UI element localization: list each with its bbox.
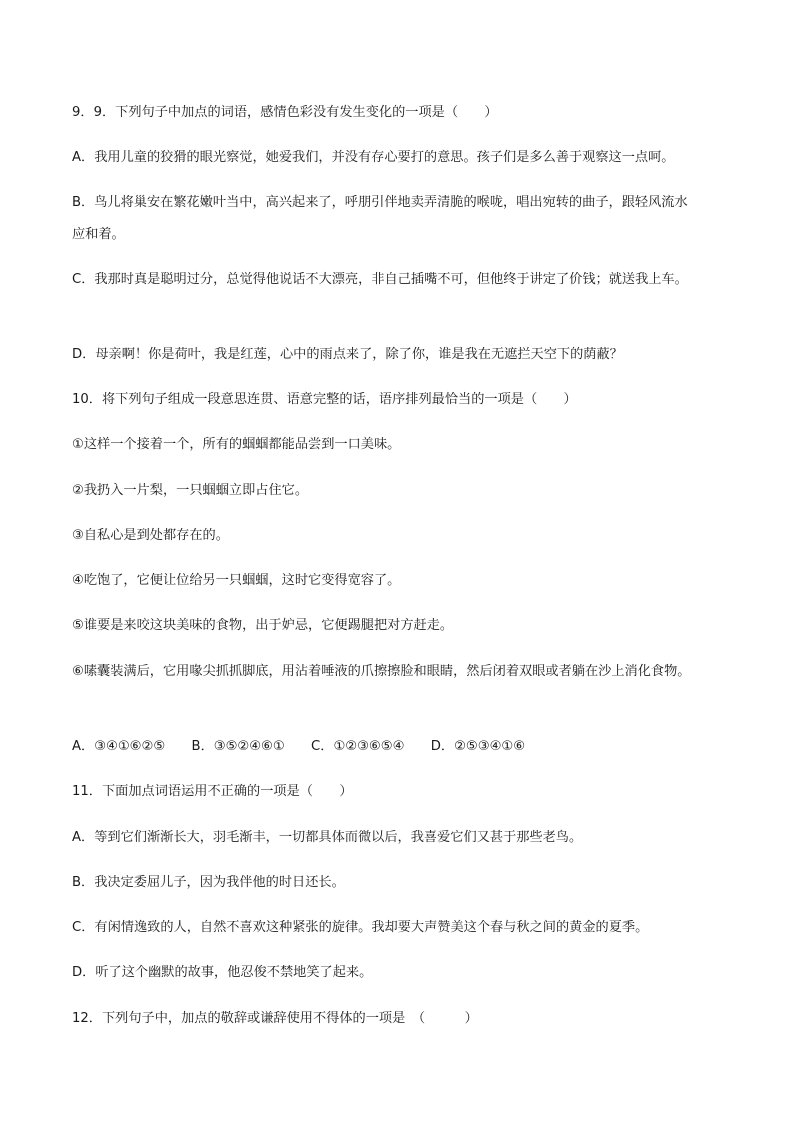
q10-sentence-2: ②我扔入一片梨，一只蝈蝈立即占住它。	[72, 483, 309, 498]
q12-stem: 12．下列句子中，加点的敬辞或谦辞使用不得体的一项是 （ ）	[72, 1011, 478, 1026]
q9-option-c: C．我那时真是聪明过分，总觉得他说话不大漂亮，非自己插嘴不可，但他终于讲定了价钱；就送我上车。	[72, 272, 688, 287]
q9-option-d: D．母亲啊！你是荷叶，我是红莲，心中的雨点来了，除了你，谁是我在无遮拦天空下的荫蔽？	[72, 347, 623, 362]
q9-stem: 9．9．下列句子中加点的词语，感情色彩没有发生变化的一项是（ ）	[72, 105, 498, 120]
q9-option-b-line1: B．鸟儿将巢安在繁花嫩叶当中，高兴起来了，呼朋引伴地卖弄清脆的喉咙，唱出宛转的曲子，跟轻风流水	[72, 195, 688, 210]
q9-option-a: A．我用儿童的狡猾的眼光察觉，她爱我们，并没有存心要打的意思。孩子们是多么善于观察这一点呵。	[72, 150, 675, 165]
q10-sentence-1: ①这样一个接着一个，所有的蝈蝈都能品尝到一口美味。	[72, 437, 401, 452]
q11-stem: 11．下面加点词语运用不正确的一项是（ ）	[72, 784, 353, 799]
q10-sentence-4: ④吃饱了，它便让位给另一只蝈蝈，这时它变得宽容了。	[72, 573, 401, 588]
q10-sentence-3: ③自私心是到处都存在的。	[72, 528, 229, 543]
q10-options: A．③④①⑥②⑤ B．③⑤②④⑥① C．①②③⑥⑤④ D．②⑤③④①⑥	[72, 739, 526, 754]
q9-option-b-line2: 应和着。	[72, 227, 125, 242]
q10-sentence-5: ⑤谁要是来咬这块美味的食物，出于妒忌，它便踢腿把对方赶走。	[72, 618, 454, 633]
q11-option-c: C．有闲情逸致的人，自然不喜欢这种紧张的旋律。我却要大声赞美这个春与秋之间的黄金的夏季。	[72, 920, 649, 935]
q11-option-d: D．听了这个幽默的故事，他忍俊不禁地笑了起来。	[72, 965, 373, 980]
q11-option-b: B．我决定委屈儿子，因为我伴他的时日还长。	[72, 875, 345, 890]
q10-stem: 10．将下列句子组成一段意思连贯、语意完整的话，语序排列最恰当的一项是（ ）	[72, 392, 577, 407]
q11-option-a: A．等到它们渐渐长大，羽毛渐丰，一切都具体而微以后，我喜爱它们又甚于那些老鸟。	[72, 830, 583, 845]
q10-sentence-6: ⑥嗉囊装满后，它用喙尖抓抓脚底，用沾着唾液的爪擦擦脸和眼睛，然后闭着双眼或者躺在沙上消化食物。	[72, 664, 691, 679]
